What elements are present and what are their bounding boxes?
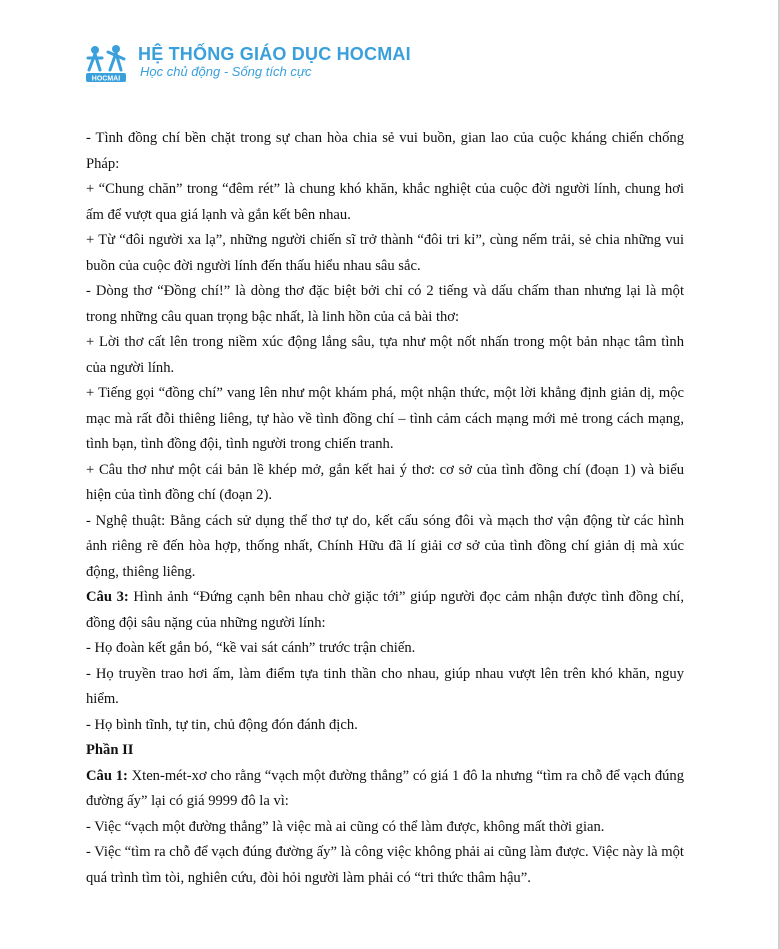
paragraph xyxy=(86,815,684,841)
section-heading xyxy=(86,738,684,764)
paragraph xyxy=(86,228,684,279)
question-label: Câu 3: xyxy=(86,589,129,605)
paragraph-text: + Lời thơ cất lên trong niềm xúc động lắng sâu, tựa như một nốt nhấn trong một bản nhạc tâm tình của người lính. xyxy=(86,334,684,376)
paragraph xyxy=(86,458,684,509)
paragraph-text: Xten-mét-xơ cho rằng “vạch một đường thẳng” có giá 1 đô la nhưng “tìm ra chỗ để vạch đúng đường ấy” lại có giá 9999 đô la vì: xyxy=(86,767,685,809)
paragraph xyxy=(86,509,684,586)
paragraph-text: - Việc “vạch một đường thẳng” là việc mà ai cũng có thể làm được, không mất thời gian. xyxy=(86,818,605,835)
paragraph-text: Hình ảnh “Đứng cạnh bên nhau chờ giặc tới” giúp người đọc cảm nhận được tình đồng chí, đồng đội sâu nặng của những người lính: xyxy=(86,589,684,631)
paragraph-text: + Câu thơ như một cái bản lề khép mở, gắn kết hai ý thơ: cơ sở của tình đồng chí (đoạn 1) và biểu hiện của tình đồng chí (đoạn 2). xyxy=(86,461,684,503)
paragraph xyxy=(86,177,684,228)
paragraph-text: - Họ bình tĩnh, tự tin, chủ động đón đánh địch. xyxy=(86,716,358,733)
document-body xyxy=(86,126,684,891)
paragraph xyxy=(86,279,684,330)
section-title: Phần II xyxy=(86,742,134,758)
paragraph-text: - Họ truyền trao hơi ấm, làm điểm tựa tinh thần cho nhau, giúp nhau vượt lên trên khó khăn, nguy hiểm. xyxy=(86,665,684,707)
paragraph xyxy=(86,126,684,177)
paragraph-text: - Họ đoàn kết gắn bó, “kề vai sát cánh” trước trận chiến. xyxy=(86,640,416,656)
paragraph-text: + Từ “đôi người xa lạ”, những người chiến sĩ trở thành “đôi tri kỉ”, cùng nếm trải, sẻ chia những vui buồn của cuộc đời người lính đến thấu hiểu nhau sâu sắc. xyxy=(86,232,684,274)
paragraph xyxy=(86,713,684,739)
question-3 xyxy=(86,585,684,636)
question-1 xyxy=(86,764,684,815)
brand-title: HỆ THỐNG GIÁO DỤC HOCMAI xyxy=(138,44,411,64)
paragraph xyxy=(86,662,684,713)
paragraph-text: - Nghệ thuật: Bằng cách sử dụng thể thơ tự do, kết cấu sóng đôi và mạch thơ vận động từ các hình ảnh riêng rẽ đến hòa hợp, thống nhất, Chính Hữu đã lí giải cơ sở của tình đồng chí giản dị mà xúc động, thiêng liêng. xyxy=(86,512,684,580)
paragraph xyxy=(86,381,684,458)
brand-tagline: Học chủ động - Sống tích cực xyxy=(140,64,312,79)
paragraph xyxy=(86,840,684,891)
paragraph-text: - Dòng thơ “Đồng chí!” là dòng thơ đặc biệt bởi chỉ có 2 tiếng và dấu chấm than nhưng lại là một trong những câu quan trọng bậc nhất, là linh hồn của cả bài thơ: xyxy=(86,283,684,325)
hocmai-logo-icon xyxy=(86,44,130,84)
page-header xyxy=(86,44,411,88)
paragraph-text: - Tình đồng chí bền chặt trong sự chan hòa chia sẻ vui buồn, gian lao của cuộc kháng chiến chống Pháp: xyxy=(86,130,684,172)
logo-label: HOCMAI xyxy=(91,75,121,83)
paragraph-text: + Tiếng gọi “đồng chí” vang lên như một khám phá, một nhận thức, một lời khẳng định giản dị, mộc mạc mà rất đỗi thiêng liêng, tự hào về tình đồng chí – tình cảm cách mạng mới mẻ trong cách mạng, tình bạn, tình đồng đội, tình người trong chiến tranh. xyxy=(86,385,684,452)
paragraph-text: - Việc “tìm ra chỗ để vạch đúng đường ấy” là công việc không phải ai cũng làm được. Việc này là một quá trình tìm tòi, nghiên cứu, đòi hỏi người làm phải có “tri thức thâm hậu”. xyxy=(86,844,684,886)
paragraph-text: + “Chung chăn” trong “đêm rét” là chung khó khăn, khắc nghiệt của cuộc đời người lính, chung hơi ấm để vượt qua giá lạnh và gắn kết bên nhau. xyxy=(86,181,684,223)
paragraph xyxy=(86,636,684,662)
question-label: Câu 1: xyxy=(86,767,128,784)
paragraph xyxy=(86,330,684,381)
